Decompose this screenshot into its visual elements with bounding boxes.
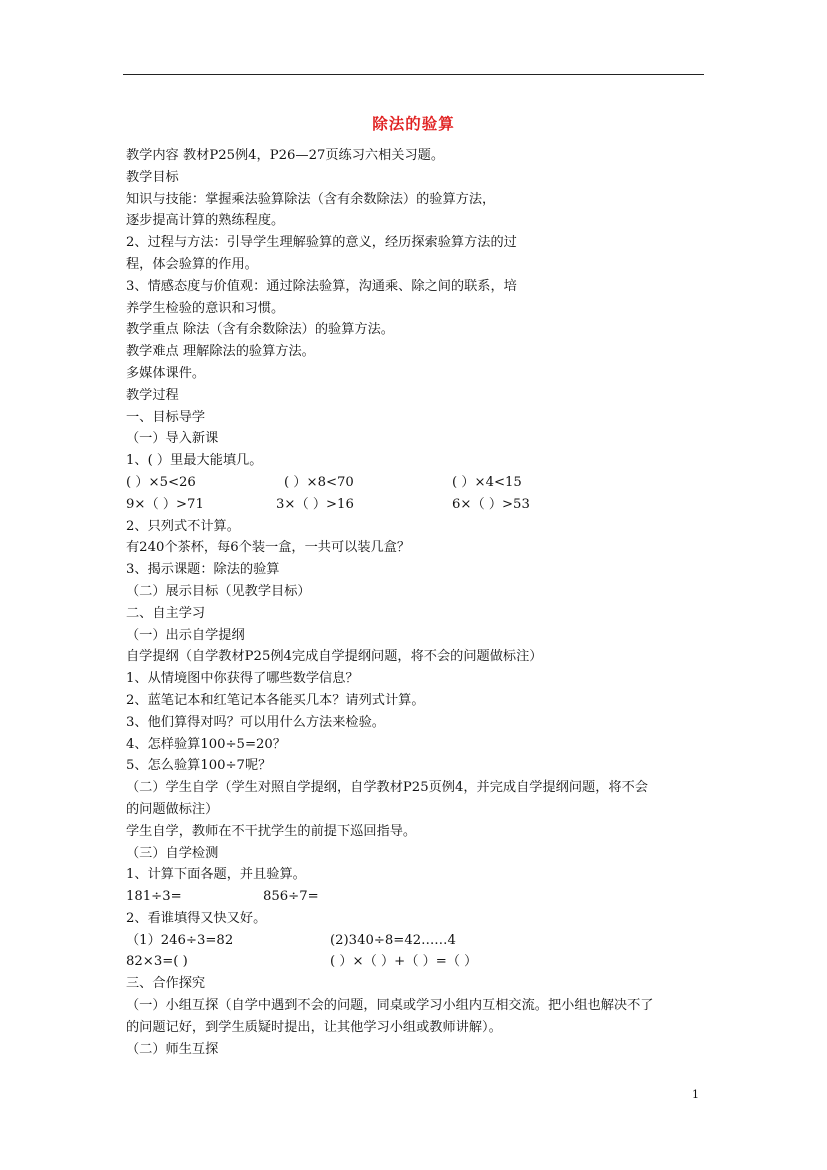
text-line: 自学提纲（自学教材P25例4完成自学提纲问题，将不会的问题做标注）: [126, 649, 543, 665]
fill-blank-item: 9×（ ）>71: [126, 496, 204, 512]
fill-blank-item: 6×（ ）>53: [452, 496, 530, 512]
fill-blank-item: ( ）×4<15: [452, 474, 522, 490]
text-line: 学生自学，教师在不干扰学生的前提下巡回指导。: [126, 823, 417, 839]
check-item: (2)340÷8=42……4: [330, 932, 456, 948]
text-line: 二、自主学习: [126, 605, 206, 621]
fill-blank-item: ( ）×5<26: [126, 474, 196, 490]
text-line: 2、蓝笔记本和红笔记本各能买几本？请列式计算。: [126, 692, 425, 708]
text-line: 一、目标导学: [126, 409, 206, 425]
text-line: 知识与技能：掌握乘法验算除法（含有余数除法）的验算方法，: [126, 191, 496, 207]
text-line: 1、( ）里最大能填几。: [126, 453, 263, 469]
header-rule: [123, 74, 704, 75]
document-title: 除法的验算: [372, 114, 455, 133]
text-line: 程，体会验算的作用。: [126, 256, 258, 272]
document-body: [126, 145, 726, 1060]
text-line: 的问题做标注）: [126, 801, 219, 817]
fill-blank-item: 3×（ ）>16: [276, 496, 354, 512]
calc-item: 856÷7=: [263, 889, 319, 905]
text-line: （一）导入新课: [126, 431, 219, 447]
text-line: 2、看谁填得又快又好。: [126, 910, 267, 926]
text-line: 的问题记好，到学生质疑时提出，让其他学习小组或教师讲解）。: [126, 1019, 502, 1035]
fill-blank-item: ( ）×8<70: [284, 474, 354, 490]
text-line: 5、怎么验算100÷7呢？: [126, 758, 272, 774]
text-line: 教学过程: [126, 387, 179, 403]
check-row: [126, 951, 726, 973]
text-line: 逐步提高计算的熟练程度。: [126, 213, 285, 229]
text-line: （三）自学检测: [126, 845, 219, 861]
text-line: 1、从情境图中你获得了哪些数学信息？: [126, 671, 359, 687]
check-item: ( ）×（ ）+（ ）=（ ）: [330, 954, 478, 970]
text-line: （一）出示自学提纲: [126, 627, 245, 643]
calc-row: [126, 886, 726, 908]
text-line: （二）师生互探: [126, 1041, 219, 1057]
text-line: 多媒体课件。: [126, 365, 206, 381]
text-line: 2、过程与方法：引导学生理解验算的意义，经历探索验算方法的过: [126, 235, 517, 251]
text-line: 3、揭示课题：除法的验算: [126, 562, 280, 578]
text-line: 教学内容 教材P25例4，P26—27页练习六相关习题。: [126, 148, 445, 163]
text-line: （一）小组互探（自学中遇到不会的问题，同桌或学习小组内互相交流。把小组也解决不了: [126, 998, 654, 1014]
text-line: 2、只列式不计算。: [126, 518, 240, 534]
text-line: 4、怎样验算100÷5=20？: [126, 736, 286, 752]
text-line: 3、情感态度与价值观：通过除法验算，沟通乘、除之间的联系，培: [126, 278, 517, 294]
text-line: （二）展示目标（见教学目标）: [126, 583, 311, 599]
fill-blank-row: [126, 494, 726, 516]
text-line: 教学难点 理解除法的验算方法。: [126, 344, 315, 360]
text-line: 教学重点 除法（含有余数除法）的验算方法。: [126, 322, 394, 338]
text-line: 1、计算下面各题，并且验算。: [126, 867, 306, 883]
page-number: 1: [692, 1088, 699, 1101]
fill-blank-row: [126, 472, 726, 494]
text-line: 3、他们算得对吗？可以用什么方法来检验。: [126, 714, 385, 730]
text-line: 有240个茶杯，每6个装一盒，一共可以装几盒？: [126, 540, 411, 556]
text-line: （二）学生自学（学生对照自学提纲，自学教材P25页例4，并完成自学提纲问题，将不会: [126, 780, 648, 796]
check-item: 82×3=( ): [126, 954, 188, 970]
text-line: 教学目标: [126, 169, 179, 185]
text-line: 养学生检验的意识和习惯。: [126, 300, 285, 316]
calc-item: 181÷3=: [126, 889, 182, 905]
text-line: 三、合作探究: [126, 976, 206, 992]
check-item: （1）246÷3=82: [126, 932, 234, 948]
check-row: [126, 930, 726, 952]
